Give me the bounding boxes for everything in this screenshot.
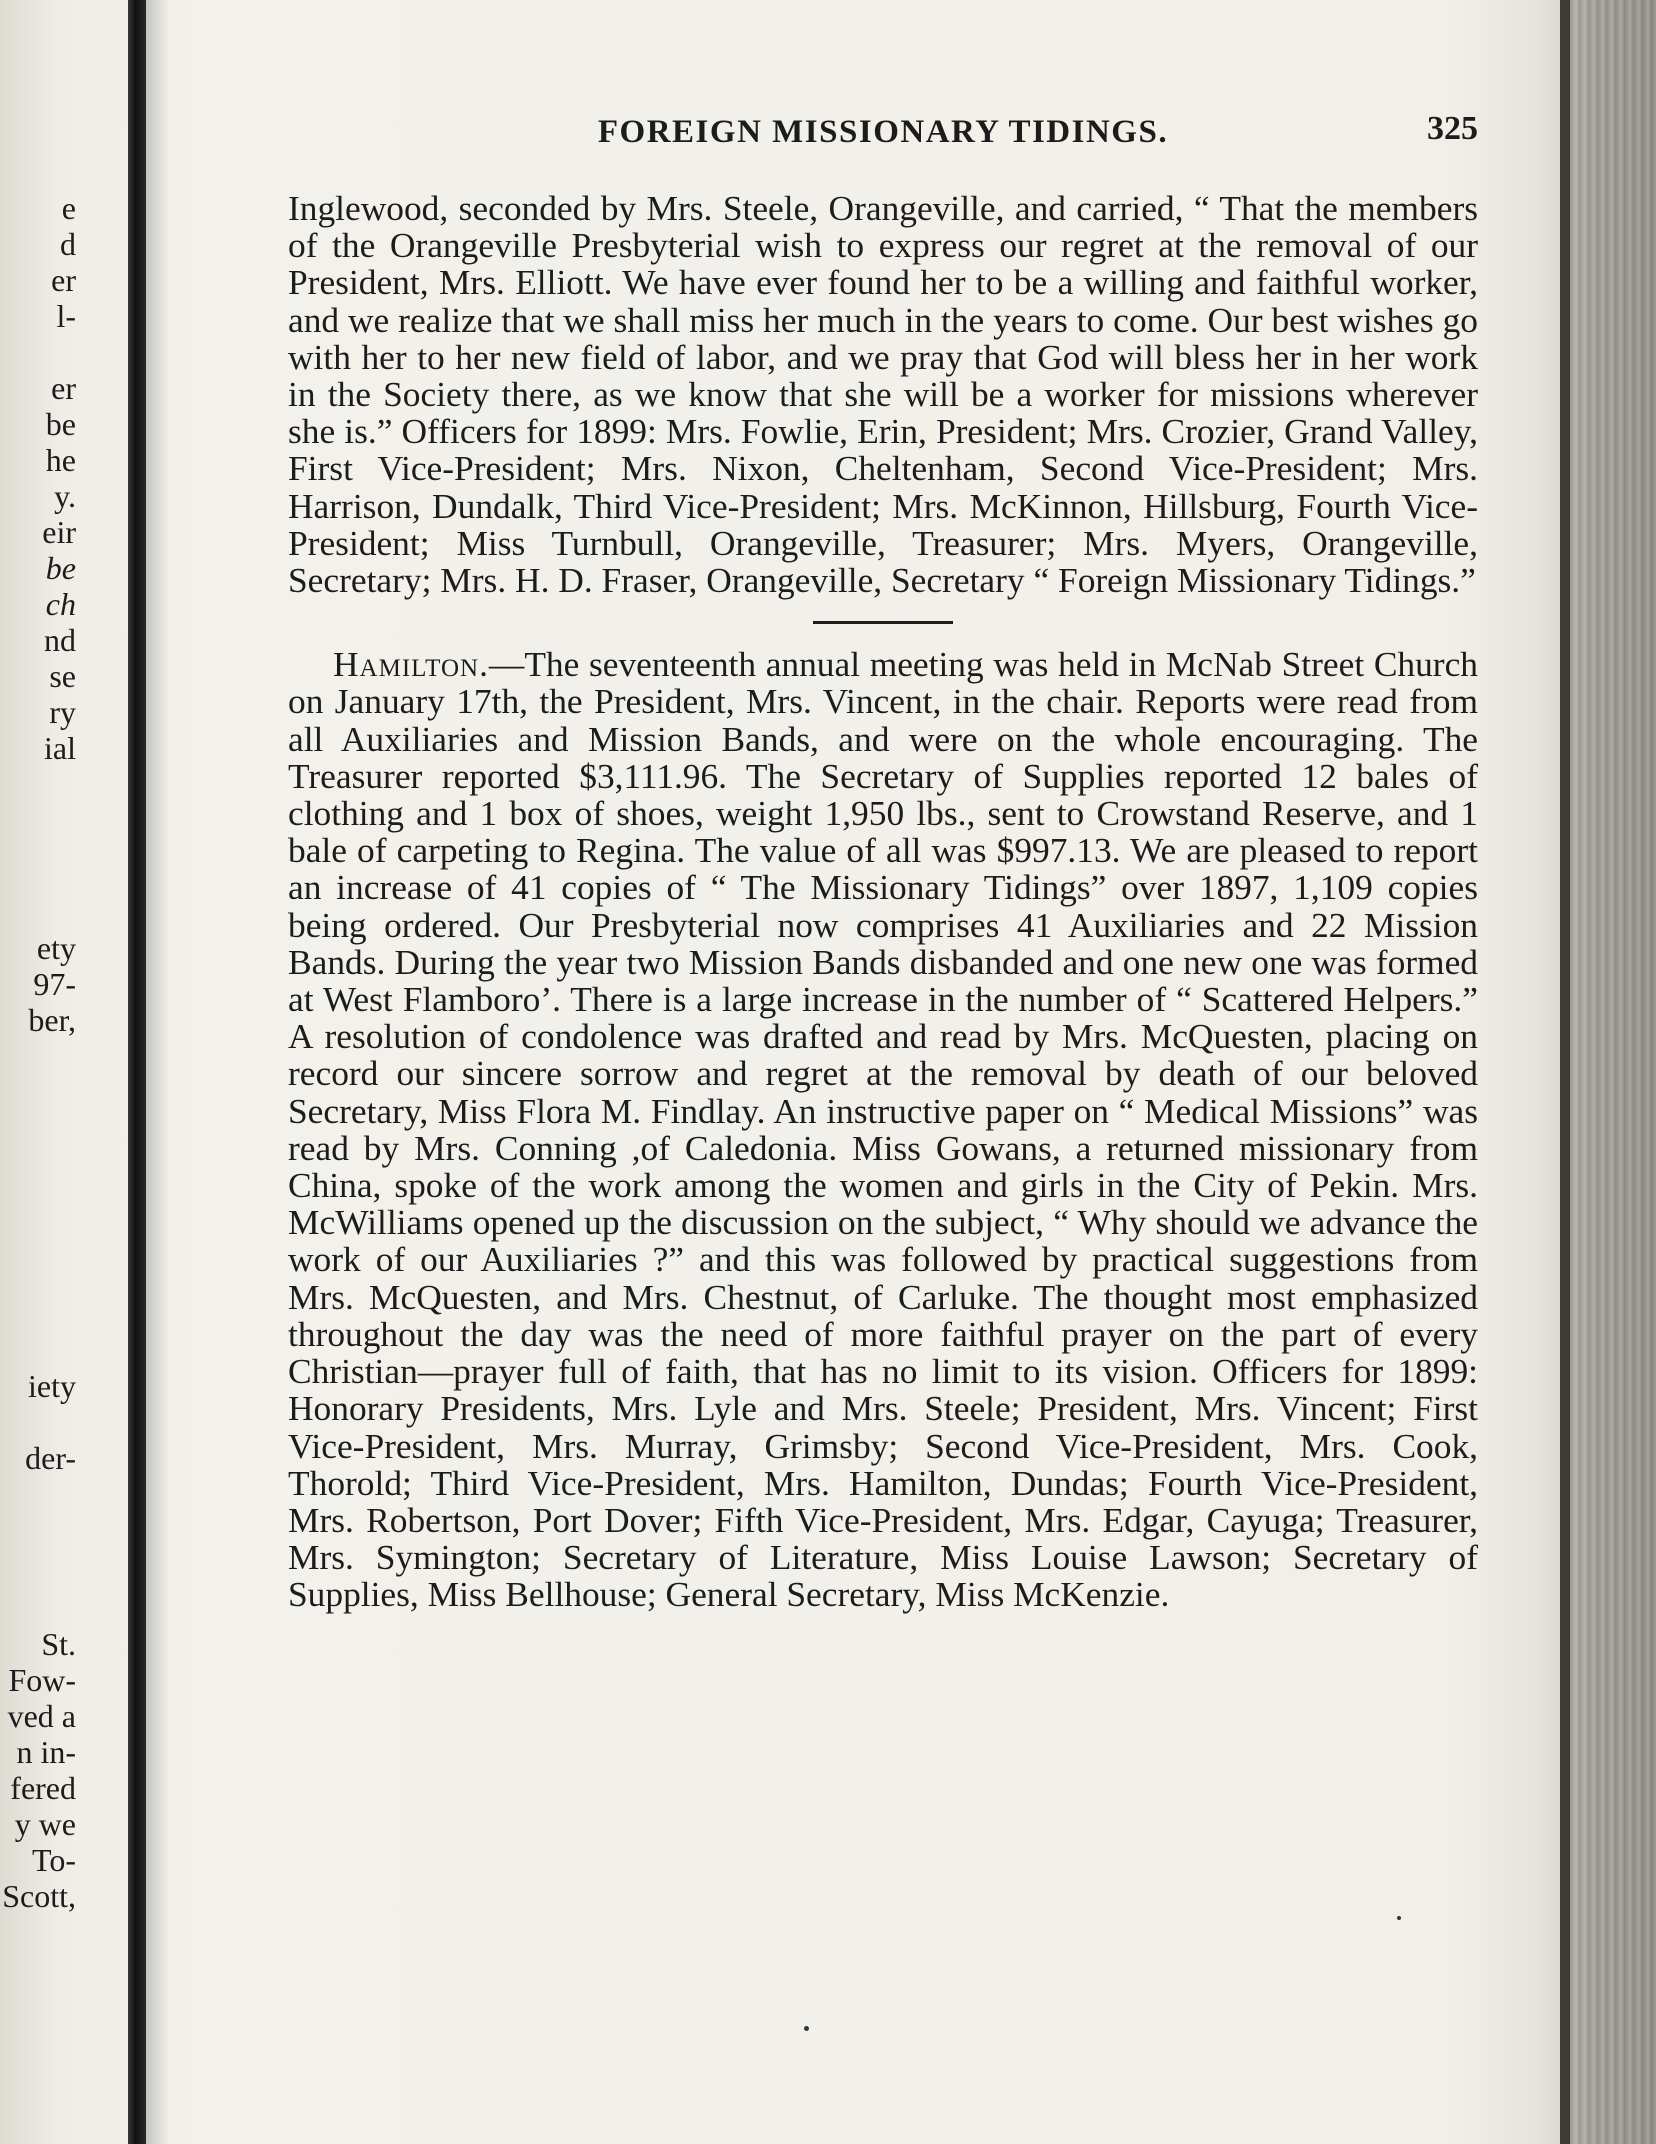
page-header bbox=[288, 110, 1478, 164]
fragment-text: der- bbox=[25, 1440, 76, 1476]
speck bbox=[804, 2026, 809, 2031]
paragraph-orangeville: Inglewood, seconded by Mrs. Steele, Orangeville, and carried, “ That the members of the Orangeville Presbyterial wish to express our regret at the removal of our President, Mrs. Elliott. We have ever found her to be a willing and faithful worker, and we realize that we shall miss her much in the years to come. Our best wishes go with her to her new field of labor, and we pray that God will bless her in her work in the Society there, as we know that she will be a worker for missions wherever she is.” Officers for 1899: Mrs. Fowlie, Erin, President; Mrs. Crozier, Grand Valley, First Vice-President; Mrs. Nixon, Cheltenham, Second Vice-President; Mrs. Harrison, Dundalk, Third Vice-President; Mrs. McKinnon, Hillsburg, Fourth Vice-President; Miss Turnbull, Orangeville, Treasurer; Mrs. Myers, Orangeville, Secretary; Mrs. H. D. Fraser, Orangeville, Secretary “ Foreign Missionary Tidings.” bbox=[288, 188, 1478, 601]
page-number: 325 bbox=[1427, 110, 1478, 147]
fragment-text: ial bbox=[44, 730, 76, 766]
fragment-text: ch bbox=[45, 586, 76, 622]
fragment-text: fered bbox=[10, 1770, 76, 1806]
facing-page-fragment bbox=[0, 0, 128, 2144]
gutter-shadow bbox=[146, 0, 170, 2144]
fragment-text: To- bbox=[32, 1842, 76, 1878]
section-divider bbox=[813, 621, 953, 624]
article-body bbox=[288, 190, 1478, 1614]
fragment-text: be bbox=[45, 550, 76, 586]
paragraph-hamilton bbox=[288, 646, 1478, 1613]
fragment-text: n in- bbox=[16, 1734, 76, 1770]
fragment-text: eir bbox=[42, 514, 76, 550]
fragment-text: er bbox=[51, 370, 76, 406]
fragment-text: l- bbox=[56, 298, 76, 334]
fragment-text: ry bbox=[49, 694, 76, 730]
fragment-text: ety bbox=[36, 930, 76, 966]
fragment-text: ved a bbox=[7, 1698, 76, 1734]
page-edge-bar bbox=[1560, 0, 1570, 2144]
fragment-text: St. bbox=[41, 1626, 76, 1662]
running-head: FOREIGN MISSIONARY TIDINGS. bbox=[597, 114, 1169, 150]
fragment-text: Scott, bbox=[2, 1878, 76, 1914]
fragment-text: nd bbox=[44, 622, 76, 658]
fragment-text: er bbox=[51, 262, 76, 298]
fragment-text: y. bbox=[54, 478, 76, 514]
fragment-text: 97- bbox=[33, 966, 76, 1002]
fragment-text: e bbox=[61, 190, 76, 226]
fragment-text: be bbox=[45, 406, 76, 442]
fragment-text: ber, bbox=[28, 1002, 76, 1038]
fragment-text: se bbox=[49, 658, 76, 694]
page-stack-edge bbox=[1570, 0, 1656, 2144]
fragment-text: y we bbox=[14, 1806, 76, 1842]
paragraph-hamilton-text: —The seventeenth annual meeting was held in McNab Street Church on January 17th, the President, Mrs. Vincent, in the chair. Reports were read from all Auxiliaries and Mission Bands, and were on the whole encouraging. The Treasurer reported $3,111.96. The Secretary of Supplies reported 12 bales of clothing and 1 box of shoes, weight 1,950 lbs., sent to Crowstand Reserve, and 1 bale of carpeting to Regina. The value of all was $997.13. We are pleased to report an increase of 41 copies of “ The Missionary Tidings” over 1897, 1,109 copies being ordered. Our Presbyterial now comprises 41 Auxiliaries and 22 Mission Bands. During the year two Mission Bands disbanded and one new one was formed at West Flamboro’. There is a large increase in the number of “ Scattered Helpers.” A resolution of condolence was drafted and read by Mrs. McQuesten, placing on record our sincere sorrow and regret at the removal by death of our beloved Secretary, Miss Flora M. Findlay. An instructive paper on “ Medical Missions” was read by Mrs. Conning ,of Caledonia. Miss Gowans, a returned missionary from China, spoke of the work among the women and girls in the City of Pekin. Mrs. McWilliams opened up the discussion on the subject, “ Why should we advance the work of our Auxiliaries ?” and this was followed by practical suggestions from Mrs. McQuesten, and Mrs. Chestnut, of Carluke. The thought most emphasized throughout the day was the need of more faithful prayer on the part of every Christian—prayer full of faith, that has no limit to its vision. Officers for 1899: Honorary Presidents, Mrs. Lyle and Mrs. Steele; President, Mrs. Vincent; First Vice-President, Mrs. Murray, Grimsby; Second Vice-President, Mrs. Cook, Thorold; Third Vice-President, Mrs. Hamilton, Dundas; Fourth Vice-President, Mrs. Robertson, Port Dover; Fifth Vice-President, Mrs. Edgar, Cayuga; Treasurer, Mrs. Symington; Secretary of Literature, Miss Louise Lawson; Secretary of Supplies, Miss Bellhouse; General Secretary, Miss McKenzie. bbox=[288, 644, 1478, 1615]
fragment-text: he bbox=[45, 442, 76, 478]
fragment-text: iety bbox=[28, 1368, 76, 1404]
fragment-text: Fow- bbox=[8, 1662, 76, 1698]
fragment-text: d bbox=[60, 226, 76, 262]
speck bbox=[1397, 1916, 1401, 1920]
book-gutter bbox=[128, 0, 146, 2144]
section-lead-word: Hamilton. bbox=[333, 644, 489, 685]
